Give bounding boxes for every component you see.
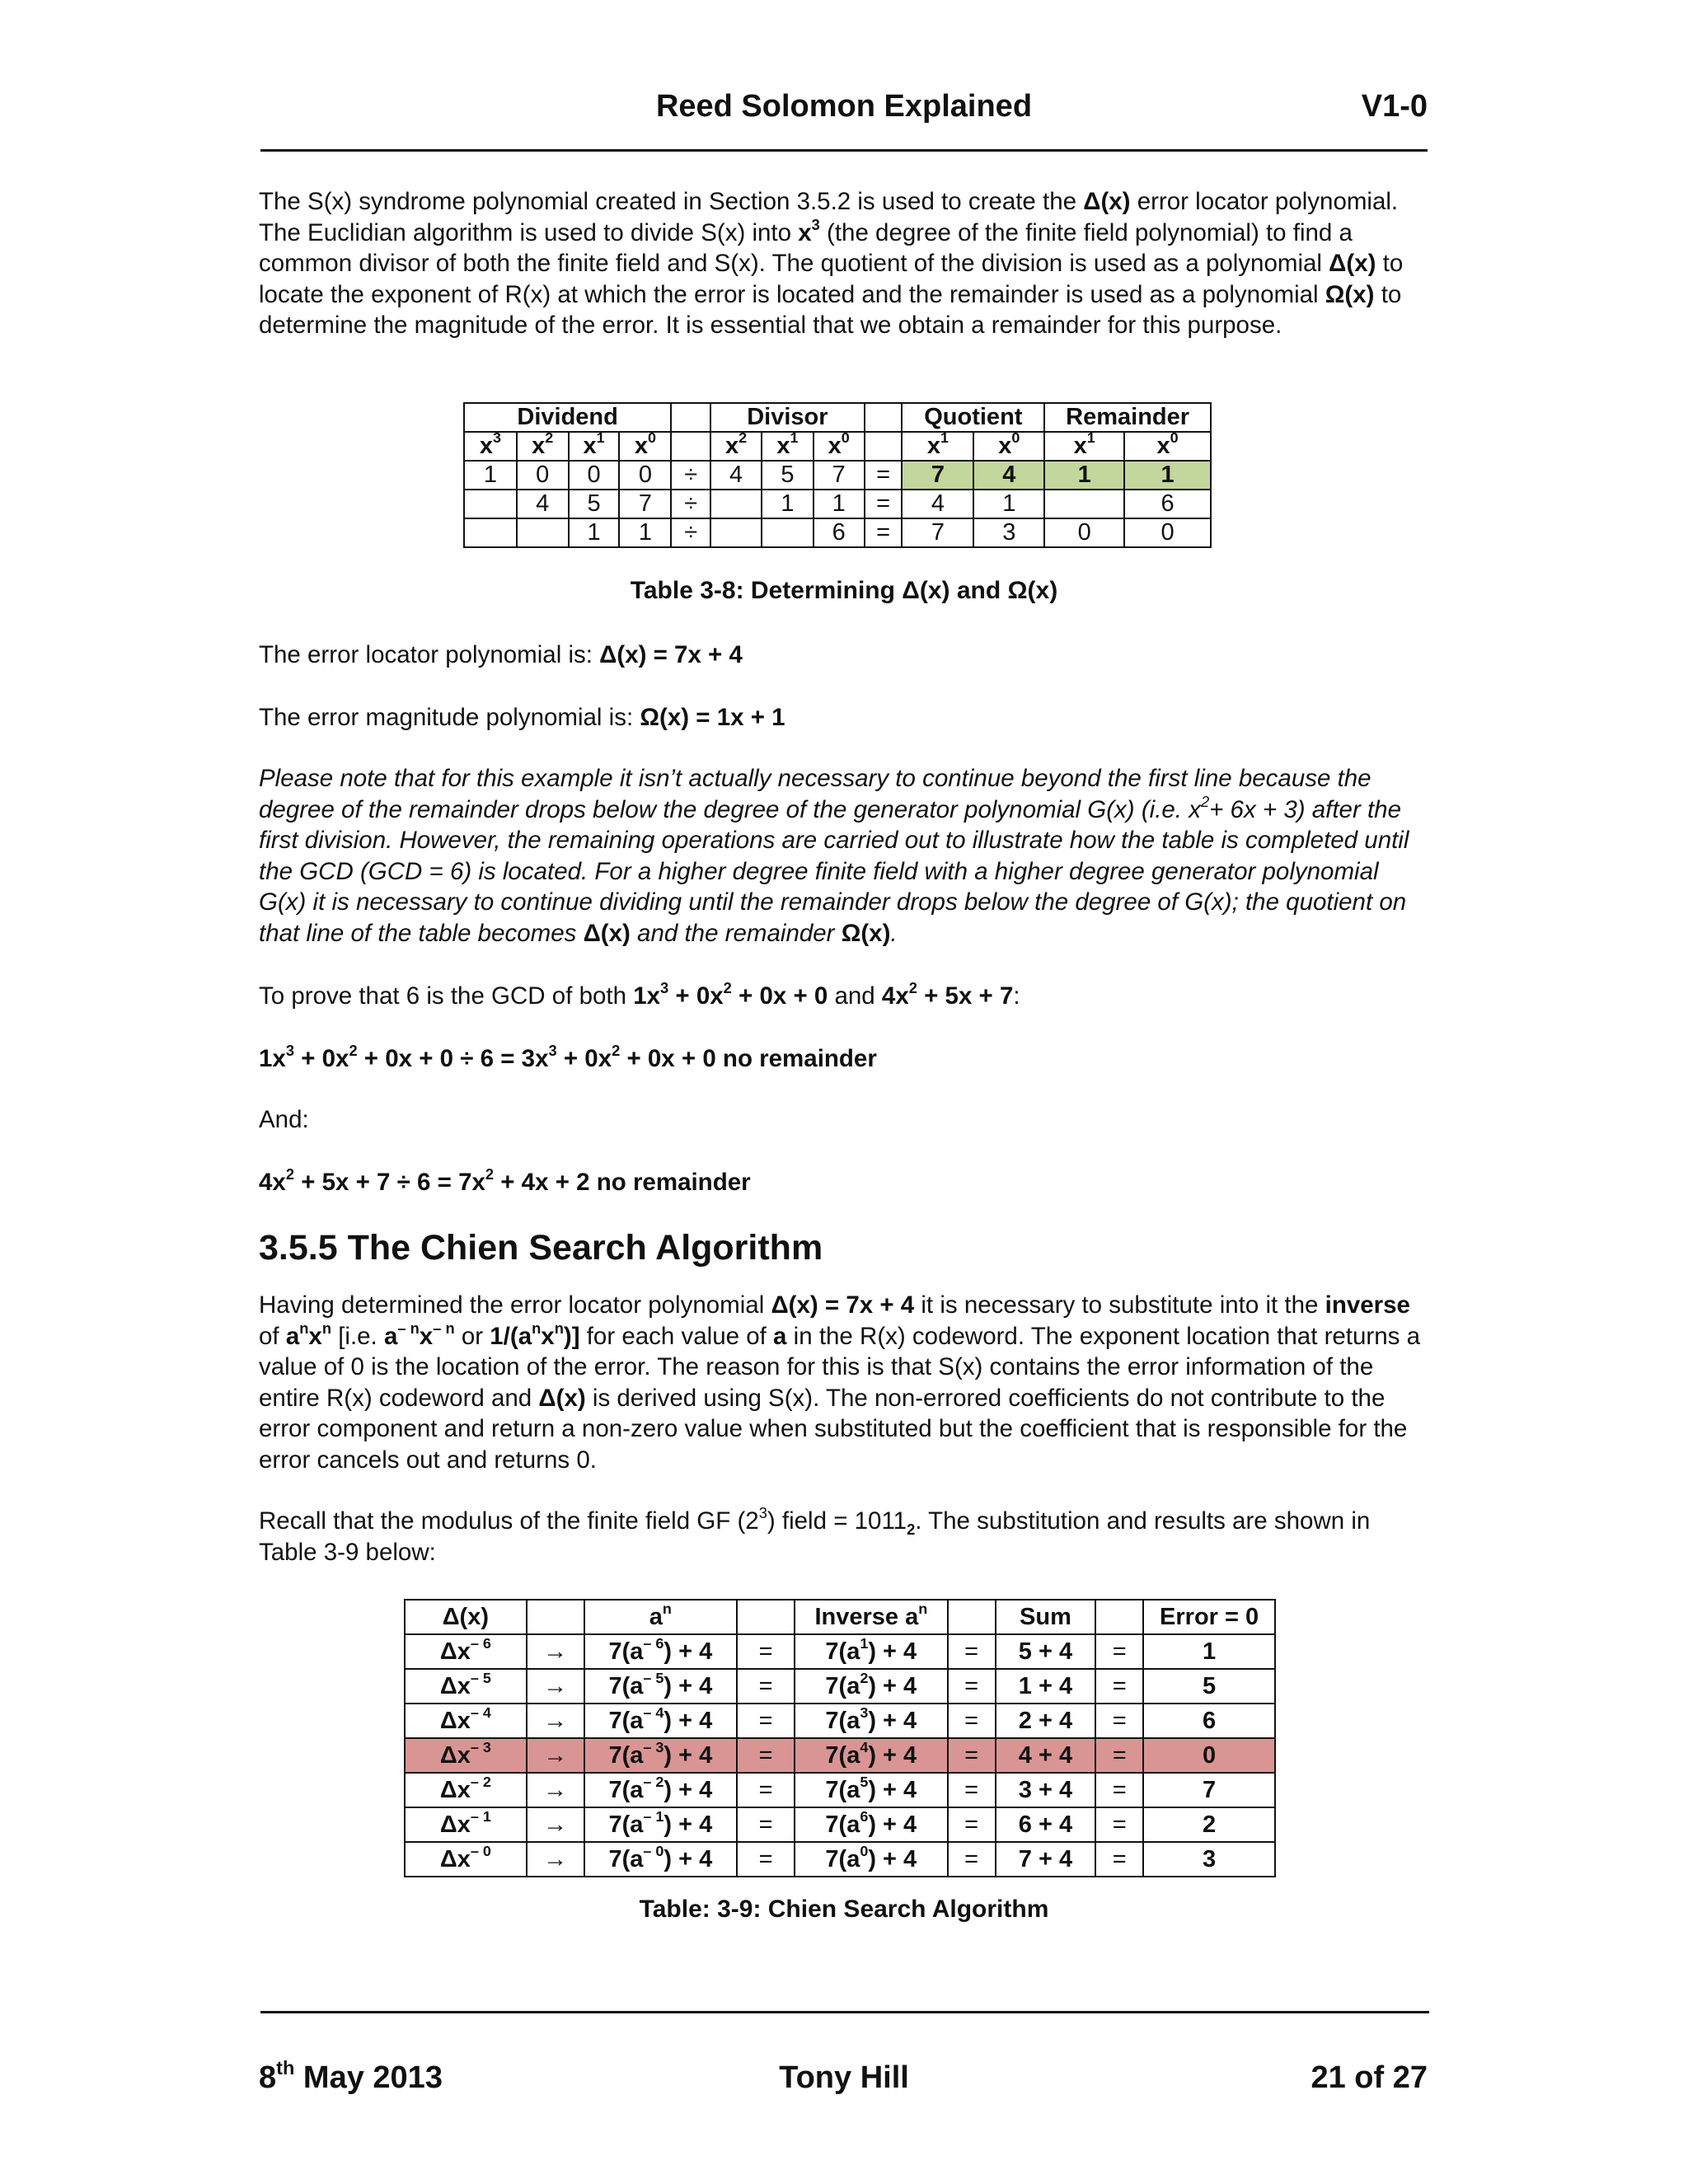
table-cell: 7 + 4: [996, 1842, 1096, 1877]
table-cell: [710, 490, 762, 518]
table-row: [464, 518, 1211, 547]
table-cell: $7(a^{- 4}) + 4$: [584, 1704, 738, 1738]
header-inverse-an: Inverse $a^n$: [795, 1600, 948, 1634]
arrow-icon: →: [543, 1672, 568, 1699]
table-cell: 0: [1044, 518, 1124, 547]
table-cell: =: [1095, 1634, 1143, 1669]
table-cell: =: [865, 490, 903, 518]
table-cell: 4: [902, 490, 973, 518]
table-cell: 7: [902, 461, 973, 490]
group-dividend: Dividend: [464, 403, 671, 432]
table-cell: ÷: [671, 461, 710, 490]
table-row: [405, 1669, 1275, 1704]
table-cell: [527, 1807, 584, 1842]
intro-paragraph: The S(x) syndrome polynomial created in Section 3.5.2 is used to create the Δ(x) error locator polynomial. The Euclidian algorithm is used to divide S(x) into $x^3$ (the degree of the finite field polynomial) to find a common divisor of both the finite field and S(x). The quotient of the division is used as a polynomial Δ(x) to locate the exponent of R(x) at which the error is located and the remainder is used as a polynomial Ω(x) to determine the magnitude of the error. It is essential that we obtain a remainder for this purpose.: [259, 188, 1404, 339]
table-cell: 5: [762, 461, 814, 490]
prove-line: To prove that 6 is the GCD of both $1x^3 + 0x^2 + 0x + 0$ and $4x^2 + 5x + 7$:: [259, 979, 1020, 1010]
table-row: [405, 1773, 1275, 1807]
table-cell: =: [948, 1634, 996, 1669]
magnitude-line: The error magnitude polynomial is: Ω(x) = 1x + 1: [259, 704, 785, 731]
table-row: [405, 1704, 1275, 1738]
table-cell: 1: [814, 490, 865, 518]
equation-2: $4x^2 + 5x + 7 \div 6 = 7x^2 + 4x + 2$ no remainder: [259, 1165, 751, 1196]
table-cell: 5: [569, 490, 620, 518]
header-delta-x: Δ(x): [405, 1600, 527, 1634]
table-cell: 1: [569, 518, 620, 547]
table-cell: ÷: [671, 490, 710, 518]
table-cell: 0: [569, 461, 620, 490]
table-cell: 7: [902, 518, 973, 547]
arrow-icon: →: [543, 1741, 568, 1769]
footer-author: Tony Hill: [779, 2060, 909, 2095]
table-power-header-row: $x^3$ $x^2$ $x^1$ $x^0$ $x^2$ $x^1$ $x^0$ $x^1$ $x^0$ $x^1$ $x^0$: [464, 432, 1211, 461]
table-cell: $7(a^6) + 4$: [795, 1807, 948, 1842]
locator-line: The error locator polynomial is: Δ(x) = 7x + 4: [259, 641, 743, 668]
table-row: [405, 1842, 1275, 1877]
table-cell: 1: [619, 518, 671, 547]
table-cell: =: [1095, 1669, 1143, 1704]
table-row: [464, 490, 1211, 518]
document-version: V1-0: [1361, 89, 1428, 124]
table-cell: 1: [762, 490, 814, 518]
table-cell: $7(a^2) + 4$: [795, 1669, 948, 1704]
table-cell: 4: [517, 490, 569, 518]
table-cell: 7: [1143, 1773, 1275, 1807]
table-cell: =: [1095, 1773, 1143, 1807]
table-cell: =: [865, 518, 903, 547]
header-sum: Sum: [996, 1600, 1096, 1634]
table-cell: 5: [1143, 1669, 1275, 1704]
table-cell: [527, 1669, 584, 1704]
table-cell: 6: [814, 518, 865, 547]
table-cell: =: [737, 1807, 795, 1842]
table-3-9-header-row: [405, 1600, 1275, 1634]
table-cell: $7(a^1) + 4$: [795, 1634, 948, 1669]
table-3-8-caption: Table 3-8: Determining Δ(x) and Ω(x): [630, 577, 1058, 604]
table-cell: [710, 518, 762, 547]
table-row: [464, 461, 1211, 490]
table-row: [405, 1738, 1275, 1773]
table-row: [405, 1807, 1275, 1842]
footer-rule: [260, 2011, 1429, 2013]
table-cell: $7(a^{- 0}) + 4$: [584, 1842, 738, 1877]
table-cell: 0: [517, 461, 569, 490]
table-cell: 5 + 4: [996, 1634, 1096, 1669]
table-cell: =: [1095, 1807, 1143, 1842]
table-cell: 6: [1143, 1704, 1275, 1738]
and-text: And:: [259, 1106, 309, 1133]
table-cell: [527, 1634, 584, 1669]
table-cell: $7(a^{- 3}) + 4$: [584, 1738, 738, 1773]
table-cell: $\Delta x^{- 6}$: [405, 1634, 527, 1669]
table-cell: $\Delta x^{- 4}$: [405, 1704, 527, 1738]
table-cell: 1: [464, 461, 517, 490]
table-3-9-caption: Table: 3-9: Chien Search Algorithm: [639, 1896, 1049, 1923]
table-cell: [1044, 490, 1124, 518]
table-3-8: [463, 402, 1212, 548]
table-cell: =: [948, 1704, 996, 1738]
table-cell: 1: [1044, 461, 1124, 490]
table-cell: =: [737, 1842, 795, 1877]
table-cell: $\Delta x^{- 5}$: [405, 1669, 527, 1704]
table-cell: [527, 1738, 584, 1773]
table-cell: =: [948, 1738, 996, 1773]
table-cell: =: [737, 1704, 795, 1738]
table-cell: =: [865, 461, 903, 490]
table-cell: 2: [1143, 1807, 1275, 1842]
table-row: [405, 1634, 1275, 1669]
table-cell: $7(a^{- 1}) + 4$: [584, 1807, 738, 1842]
table-cell: $7(a^{- 2}) + 4$: [584, 1773, 738, 1807]
document-title: Reed Solomon Explained: [655, 89, 1033, 124]
note-paragraph: Please note that for this example it isn’t actually necessary to continue beyond the first line because the degree of the remainder drops below the degree of the generator polynomial G(x) (i.e. $x^2+ 6x + 3$) after the first division. However, the remaining operations are carried out to illustrate how the table is completed until the GCD (GCD = 6) is located. For a higher degree finite field with a higher degree generator polynomial G(x) it is necessary to continue dividing until the remainder drops below the degree of G(x); the quotient on that line of the table becomes Δ(x) and the remainder Ω(x).: [259, 765, 1409, 947]
group-divisor: Divisor: [710, 403, 865, 432]
table-cell: $\Delta x^{- 1}$: [405, 1807, 527, 1842]
header-error: Error = 0: [1143, 1600, 1275, 1634]
arrow-icon: →: [543, 1811, 568, 1838]
table-cell: [527, 1842, 584, 1877]
header-an: $a^n$: [584, 1600, 738, 1634]
table-cell: 1: [973, 490, 1044, 518]
table-cell: =: [1095, 1704, 1143, 1738]
table-cell: 0: [619, 461, 671, 490]
group-quotient: Quotient: [902, 403, 1044, 432]
table-cell: $\Delta x^{- 0}$: [405, 1842, 527, 1877]
table-cell: 1: [1143, 1634, 1275, 1669]
table-3-9: [404, 1599, 1276, 1877]
table-group-header-row: [464, 403, 1211, 432]
table-cell: [527, 1773, 584, 1807]
table-cell: =: [737, 1634, 795, 1669]
table-cell: =: [948, 1842, 996, 1877]
table-cell: 3: [1143, 1842, 1275, 1877]
table-cell: =: [1095, 1738, 1143, 1773]
table-cell: 4: [710, 461, 762, 490]
table-cell: 6 + 4: [996, 1807, 1096, 1842]
table-cell: 7: [619, 490, 671, 518]
table-cell: [464, 490, 517, 518]
arrow-icon: →: [543, 1638, 568, 1665]
table-cell: [464, 518, 517, 547]
table-cell: 4 + 4: [996, 1738, 1096, 1773]
table-cell: =: [948, 1807, 996, 1842]
footer-date: 8th May 2013: [259, 2057, 443, 2095]
chien-paragraph: Having determined the error locator polynomial Δ(x) = 7x + 4 it is necessary to substitute into it the inverse of $a^nx^n$ [i.e. $a^{- n}x^{- n}$ or $1/(a^nx^n)$] for each value of a in the R(x) codeword. The exponent location that returns a value of 0 is the location of the error. The reason for this is that S(x) contains the error information of the entire R(x) codeword and Δ(x) is derived using S(x). The non-errored coefficients do not contribute to the error component and return a non-zero value when substituted but the coefficient that is responsible for the error cancels out and returns 0.: [259, 1291, 1420, 1474]
table-cell: $7(a^{- 6}) + 4$: [584, 1634, 738, 1669]
table-cell: ÷: [671, 518, 710, 547]
table-cell: 7: [814, 461, 865, 490]
table-cell: 2 + 4: [996, 1704, 1096, 1738]
arrow-icon: →: [543, 1776, 568, 1803]
table-cell: 6: [1124, 490, 1211, 518]
table-cell: 4: [973, 461, 1044, 490]
table-cell: $7(a^3) + 4$: [795, 1704, 948, 1738]
table-cell: 0: [1143, 1738, 1275, 1773]
table-cell: $7(a^5) + 4$: [795, 1773, 948, 1807]
table-cell: $\Delta x^{- 3}$: [405, 1738, 527, 1773]
table-cell: =: [737, 1738, 795, 1773]
footer-page-number: 21 of 27: [1311, 2060, 1428, 2095]
table-cell: 1: [1124, 461, 1211, 490]
group-remainder: Remainder: [1044, 403, 1211, 432]
arrow-icon: →: [543, 1845, 568, 1872]
table-cell: 0: [1124, 518, 1211, 547]
table-cell: =: [737, 1773, 795, 1807]
table-cell: 3 + 4: [996, 1773, 1096, 1807]
arrow-icon: →: [543, 1707, 568, 1734]
table-cell: $7(a^{- 5}) + 4$: [584, 1669, 738, 1704]
table-cell: $7(a^0) + 4$: [795, 1842, 948, 1877]
table-cell: 3: [973, 518, 1044, 547]
table-cell: 1 + 4: [996, 1669, 1096, 1704]
table-cell: [762, 518, 814, 547]
table-cell: $7(a^4) + 4$: [795, 1738, 948, 1773]
equation-1: $1x^3 + 0x^2 + 0x + 0 \div 6 = 3x^3 + 0x^2 + 0x + 0$ no remainder: [259, 1042, 877, 1072]
table-cell: =: [737, 1669, 795, 1704]
recall-paragraph: Recall that the modulus of the finite field GF $(2^3)$ field = $1011_2$. The substitution and results are shown in Table 3-9 below:: [259, 1504, 1371, 1566]
section-heading: 3.5.5 The Chien Search Algorithm: [259, 1228, 823, 1268]
table-cell: =: [1095, 1842, 1143, 1877]
table-cell: $\Delta x^{- 2}$: [405, 1773, 527, 1807]
table-cell: [517, 518, 569, 547]
table-cell: =: [948, 1669, 996, 1704]
table-cell: [527, 1704, 584, 1738]
table-cell: =: [948, 1773, 996, 1807]
header-rule: [260, 149, 1428, 152]
